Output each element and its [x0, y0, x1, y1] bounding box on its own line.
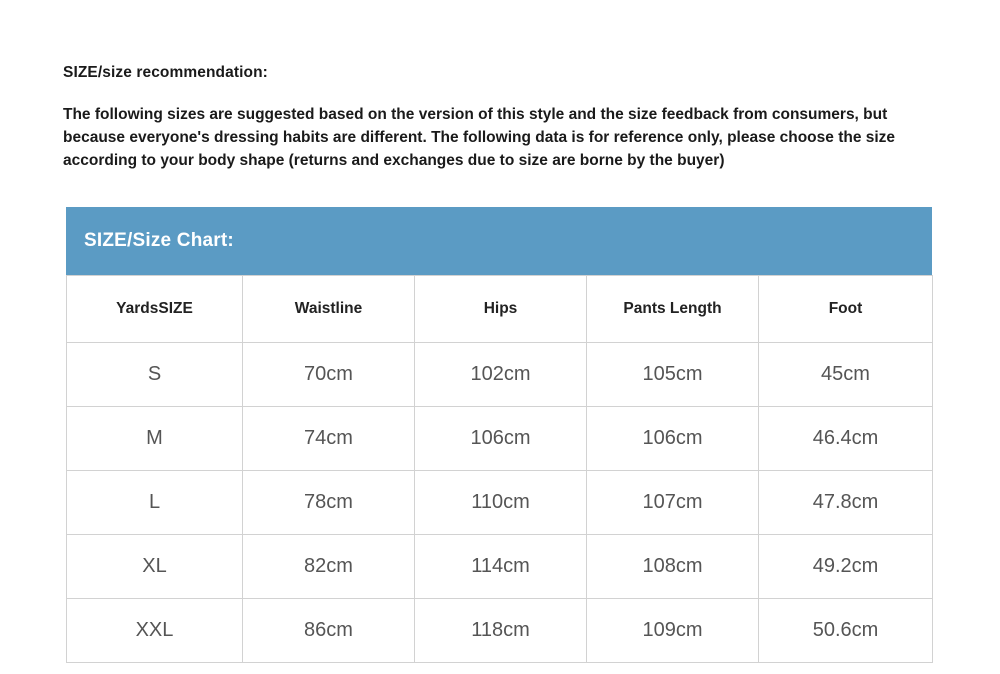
cell-foot: 46.4cm — [759, 407, 933, 471]
column-header-foot: Foot — [759, 276, 933, 343]
cell-hips: 118cm — [415, 599, 587, 663]
column-header-pants-length: Pants Length — [587, 276, 759, 343]
table-row — [67, 599, 933, 663]
cell-foot: 45cm — [759, 343, 933, 407]
cell-pants-length: 106cm — [587, 407, 759, 471]
table-row — [67, 535, 933, 599]
table-row — [67, 343, 933, 407]
cell-size: L — [67, 471, 243, 535]
cell-pants-length: 109cm — [587, 599, 759, 663]
cell-waistline: 74cm — [243, 407, 415, 471]
cell-pants-length: 105cm — [587, 343, 759, 407]
cell-waistline: 82cm — [243, 535, 415, 599]
cell-size: M — [67, 407, 243, 471]
cell-hips: 106cm — [415, 407, 587, 471]
cell-foot: 47.8cm — [759, 471, 933, 535]
cell-size: XL — [67, 535, 243, 599]
intro-title: SIZE/size recommendation: — [63, 64, 268, 81]
size-chart-header-title: SIZE/Size Chart: — [84, 230, 234, 251]
cell-size: XXL — [67, 599, 243, 663]
cell-size: S — [67, 343, 243, 407]
size-table — [66, 275, 933, 663]
cell-foot: 49.2cm — [759, 535, 933, 599]
table-header-row — [67, 276, 933, 343]
cell-waistline: 78cm — [243, 471, 415, 535]
cell-hips: 110cm — [415, 471, 587, 535]
cell-hips: 114cm — [415, 535, 587, 599]
column-header-yards-size: YardsSIZE — [67, 276, 243, 343]
intro-section — [63, 64, 943, 172]
table-row — [67, 407, 933, 471]
cell-hips: 102cm — [415, 343, 587, 407]
size-chart-header — [66, 207, 932, 275]
intro-body: The following sizes are suggested based on the version of this style and the size feedback from consumers, but because everyone's dressing habits are different. The following data is for reference only, please choose the size according to your body shape (returns and exchanges due to size are borne by the buyer) — [63, 106, 896, 169]
cell-waistline: 86cm — [243, 599, 415, 663]
cell-foot: 50.6cm — [759, 599, 933, 663]
column-header-waistline: Waistline — [243, 276, 415, 343]
table-row — [67, 471, 933, 535]
size-chart — [66, 207, 932, 663]
cell-waistline: 70cm — [243, 343, 415, 407]
column-header-hips: Hips — [415, 276, 587, 343]
cell-pants-length: 107cm — [587, 471, 759, 535]
cell-pants-length: 108cm — [587, 535, 759, 599]
